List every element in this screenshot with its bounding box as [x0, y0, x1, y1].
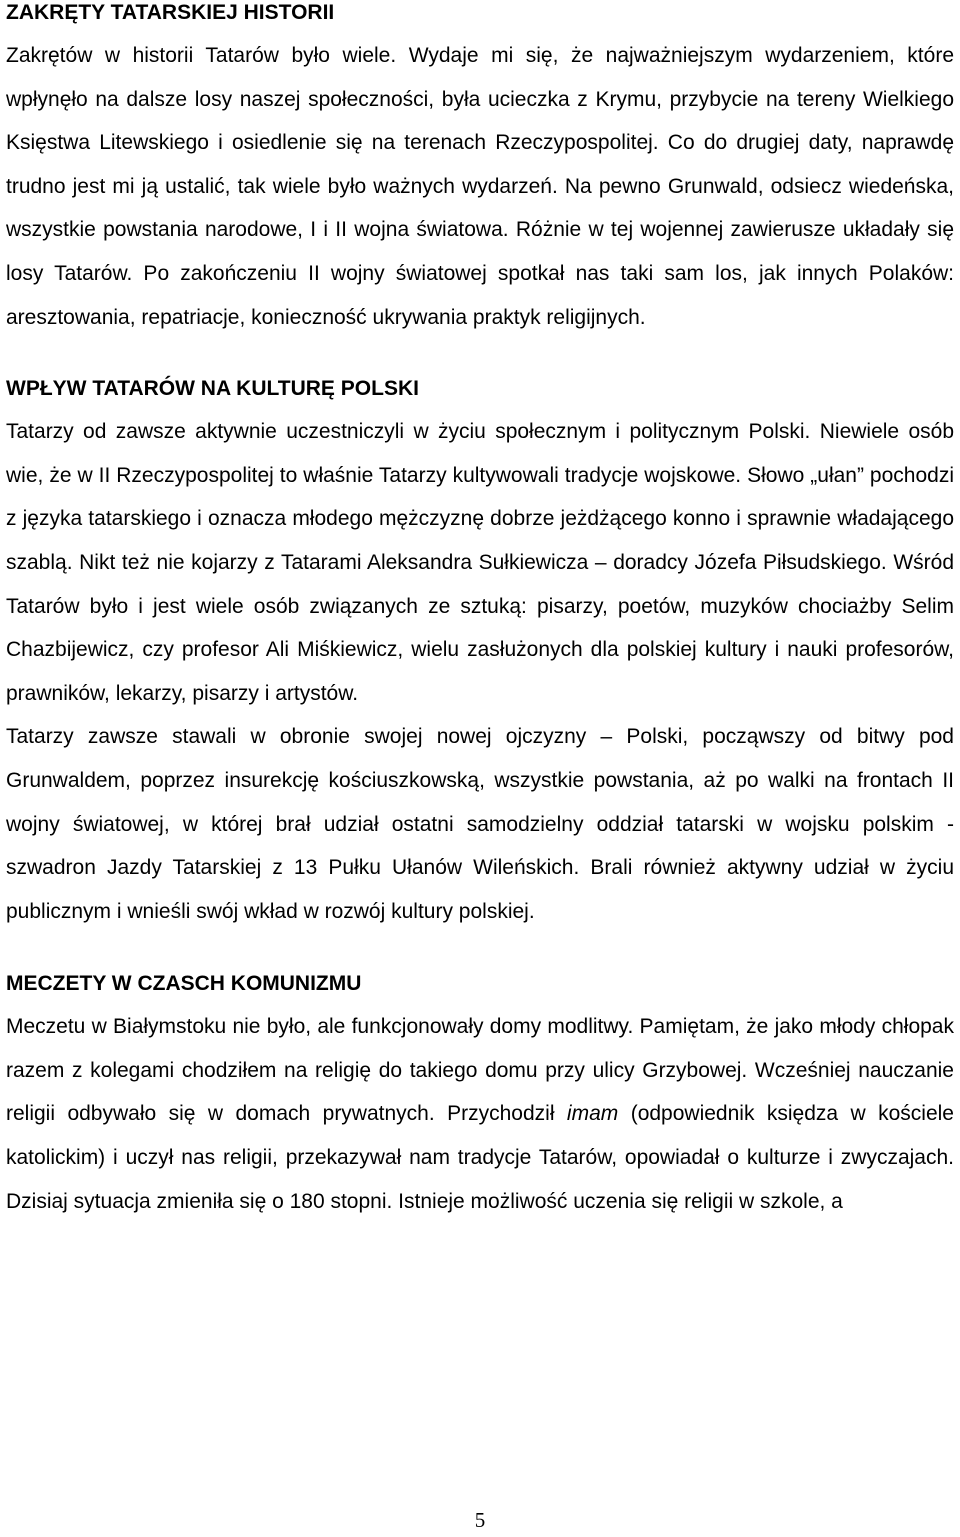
- section-heading-mosques: MECZETY W CZASCH KOMUNIZMU: [6, 972, 362, 996]
- document-page: [6, 0, 954, 1223]
- paragraph-mosques-part-2: (odpowiednik księdza w kościele katolickim) i uczył nas religii, przekazywał nam tradycje Tatarów, opowiadał o kulturze i zwyczajach. Dzisiaj sytuacja zmieniła się o 180 stopni. Istnieje możliwość uczenia się religii w szkole, a: [6, 1102, 954, 1213]
- section-heading-culture: WPŁYW TATARÓW NA KULTURĘ POLSKI: [6, 377, 419, 401]
- paragraph-mosques-part-1: Meczetu w Białymstoku nie było, ale funkcjonowały domy modlitwy. Pamiętam, że jako młody chłopak razem z kolegami chodziłem na religię do takiego domu przy ulicy Grzybowej. Wcześniej nauczanie religii odbywało się w domach prywatnych. Przychodził: [6, 1015, 954, 1126]
- section-heading-history: ZAKRĘTY TATARSKIEJ HISTORII: [6, 1, 335, 24]
- page-number: 5: [474, 1508, 486, 1532]
- paragraph-culture-2: Tatarzy zawsze stawali w obronie swojej nowej ojczyzny – Polski, począwszy od bitwy pod Grunwaldem, poprzez insurekcję kościuszkowską, wszystkie powstania, aż po walki na frontach II wojny światowej, w której brał udział ostatni samodzielny oddział tatarski w wojsku polskim - szwadron Jazdy Tatarskiej z 13 Pułku Ułanów Wileńskich. Brali również aktywny udział w życiu publicznym i wnieśli swój wkład w rozwój kultury polskiej.: [6, 725, 954, 923]
- paragraph-history: Zakrętów w historii Tatarów było wiele. Wydaje mi się, że najważniejszym wydarzeniem, które wpłynęło na dalsze losy naszej społeczności, była ucieczka z Krymu, przybycie na tereny Wielkiego Księstwa Litewskiego i osiedlenie się na terenach Rzeczypospolitej. Co do drugiej daty, naprawdę trudno jest mi ją ustalić, tak wiele było ważnych wydarzeń. Na pewno Grunwald, odsiecz wiedeńska, wszystkie powstania narodowe, I i II wojna światowa. Różnie w tej wojennej zawierusze układały się losy Tatarów. Po zakończeniu II wojny światowej spotkał nas taki sam los, jak innych Polaków: aresztowania, repatriacje, konieczność ukrywania praktyk religijnych.: [6, 44, 954, 329]
- paragraph-mosques-italic-word: imam: [566, 1102, 619, 1126]
- paragraph-culture-1: Tatarzy od zawsze aktywnie uczestniczyli w życiu społecznym i politycznym Polski. Niewiele osób wie, że w II Rzeczypospolitej to właśnie Tatarzy kultywowali tradycje wojskowe. Słowo „ułan” pochodzi z języka tatarskiego i oznacza młodego mężczyznę dobrze jeżdżącego konno i sprawnie władającego szablą. Nikt też nie kojarzy z Tatarami Aleksandra Sułkiewicza – doradcy Józefa Piłsudskiego. Wśród Tatarów było i jest wiele osób związanych ze sztuką: pisarzy, poetów, muzyków chociażby Selim Chazbijewicz, czy profesor Ali Miśkiewicz, wielu zasłużonych dla polskiej kultury i nauki profesorów, prawników, lekarzy, pisarzy i artystów.: [6, 420, 954, 705]
- paragraph-mosques: [6, 1005, 954, 1223]
